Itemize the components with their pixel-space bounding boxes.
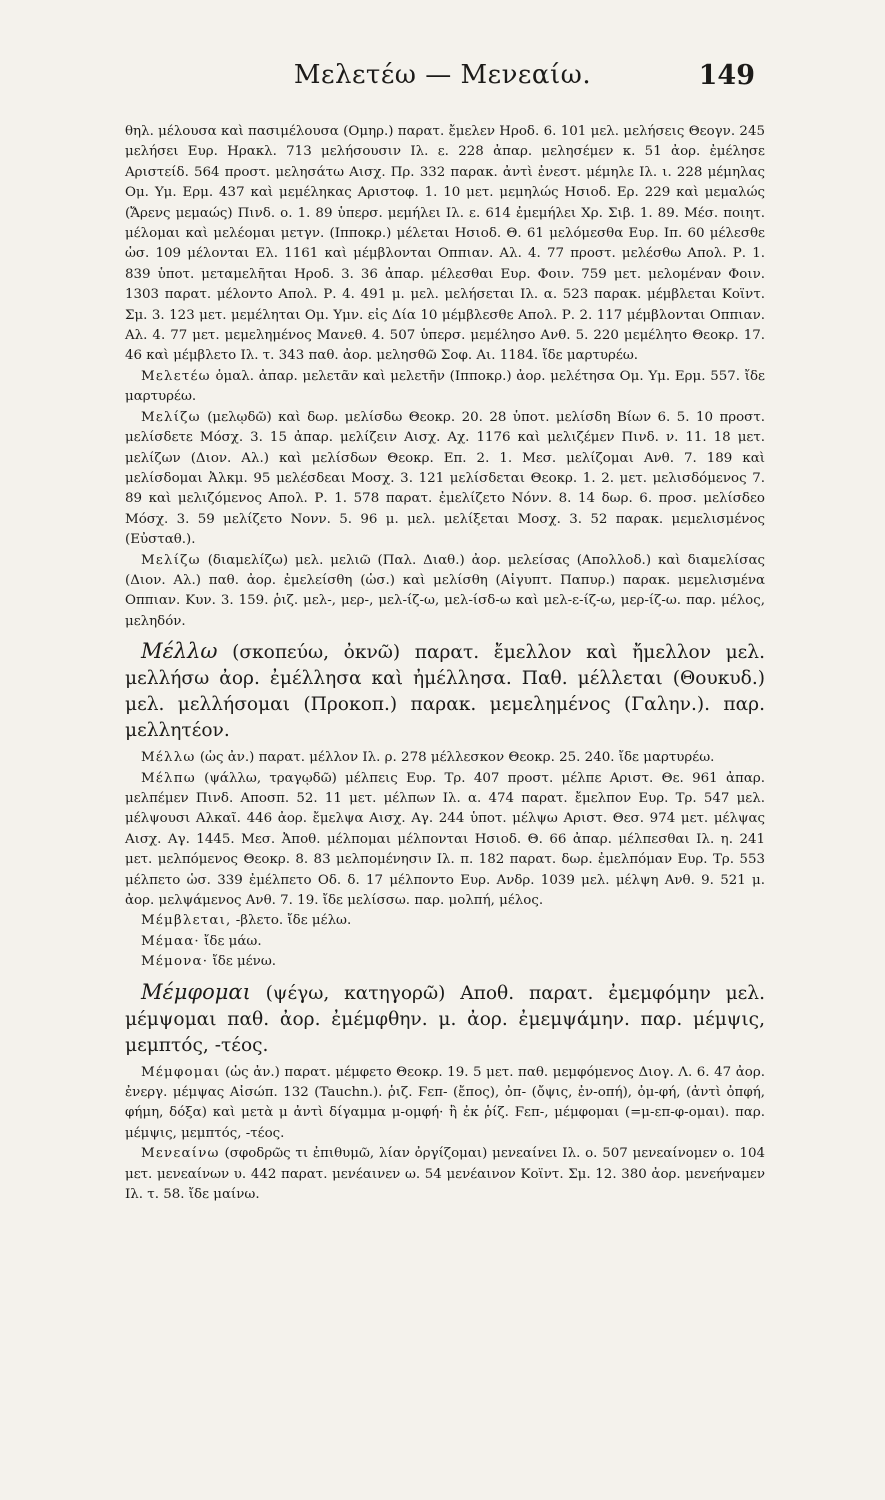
entry-lemma: Μενεαίνω — [141, 1146, 220, 1162]
dictionary-text — [125, 122, 765, 1205]
entry-lemma: Μελίζω — [141, 409, 201, 425]
entry-melpo — [125, 769, 765, 912]
entry-lemma: Μέμαα· — [141, 933, 200, 949]
entry-text: ἴδε μένω. — [212, 954, 276, 970]
entry-text: (ὡς ἀν.) παρατ. μέλλον Ιλ. ρ. 278 μέλλεσκον Θεοκρ. 25. 240. ἴδε μαρτυρέω. — [199, 750, 715, 766]
entry-memaa — [125, 932, 765, 952]
entry-lemma: Μέλλω — [141, 750, 196, 766]
entry-text: (σφοδρῶς τι ἐπιθυμῶ, λίαν ὀργίζομαι) μενεαίνει Ιλ. ο. 507 μενεαίνομεν ο. 104 μετ. μενεαίνων υ. 442 παρατ. μενέαινεν ω. 54 μενέαινον Κοϊντ. Σμ. 12. 380 ἀορ. μενεήναμεν Ιλ. τ. 58. ἴδε μαίνω. — [125, 1146, 766, 1203]
entry-lemma: Μέμονα· — [141, 954, 209, 970]
entry-text: (ὡς ἀν.) παρατ. μέμφετο Θεοκρ. 19. 5 μετ. παθ. μεμφόμενος Διογ. Λ. 6. 47 ἀορ. ἐνεργ. μέμψας Αἰσώπ. 132 (Tauchn.). ῥιζ. Ϝεπ- (ἔπος), ὀπ- (ὄψις, ἐν-οπή), ὀμ-φή, (ἀντὶ ὀπφή, φήμη, δόξα) καὶ μετὰ μ ἀντὶ δίγαμμα μ-ομφή· ἢ ἐκ ῥίζ. Ϝεπ-, μέμφομαι (=μ-επ-φ-ομαι). παρ. μέμψις, μεμπτός, -τέος. — [125, 1064, 765, 1141]
running-title: Μελετέω — Μενεαίω. — [293, 60, 592, 90]
entry-text: ὁμαλ. ἀπαρ. μελετᾶν καὶ μελετῆν (Ιπποκρ.) ἀορ. μελέτησα Ομ. Υμ. Ερμ. 557. ἴδε μαρτυρέω. — [125, 368, 765, 405]
entry-text: ἴδε μάω. — [204, 933, 262, 949]
entry-lemma: Μέμβλεται, — [141, 913, 232, 929]
entry-lemma: Μέλλω — [141, 639, 218, 664]
entry-mello-main — [125, 638, 765, 744]
entry-lemma: Μέλπω — [141, 770, 196, 786]
entry-text: θηλ. μέλουσα καὶ πασιμέλουσα (Ομηρ.) παρατ. ἔμελεν Ηροδ. 6. 101 μελ. μελήσεις Θεογν. 245 μελήσει Ευρ. Ηρακλ. 713 μελήσουσιν Ιλ. ε. 228 ἀπαρ. μελησέμεν κ. 51 ἀορ. ἐμέλησε Αριστείδ. 564 προστ. μελησάτω Αισχ. Πρ. 332 παρακ. ἀντὶ ἐνεστ. μέμηλε Ιλ. ι. 228 μέμηλας Ομ. Υμ. Ερμ. 437 καὶ μεμέληκας Αριστοφ. 1. 10 μετ. μεμηλώς Ησιοδ. Ερ. 229 καὶ μεμαλώς (Ἄρενς μεμαώς) Πινδ. ο. 1. 89 ὑπερσ. μεμήλει Ιλ. ε. 614 ἐμεμήλει Χρ. Σιβ. 1. 89. Μέσ. ποιητ. μέλομαι καὶ μελέομαι μετγν. (Ιπποκρ.) μέλεται Ησιοδ. Θ. 61 μελόμεσθα Ευρ. Ιπ. 60 μέλεσθε ὡσ. 109 μέλονται Ελ. 1161 καὶ μέμβλονται Οππιαν. Αλ. 4. 77 προστ. μελέσθω Απολ. Ρ. 1. 839 ὑποτ. μεταμελῆται Ηροδ. 3. 36 ἀπαρ. μέλεσθαι Ευρ. Φοιν. 759 μετ. μελομέναν Φοιν. 1303 παρατ. μέλοντο Απολ. Ρ. 4. 491 μ. μελ. μελήσεται Ιλ. α. 523 παρακ. μέμβλεται Κοϊντ. Σμ. 3. 123 μετ. μεμέληται Ομ. Υμν. εἰς Δία 10 μέμβλεσθε Απολ. Ρ. 2. 117 μέμβλονται Οππιαν. Αλ. 4. 77 μετ. μεμελημένος Μανεθ. 4. 507 ὑπερσ. μεμέλησο Ανθ. 5. 220 μεμέλητο Θεοκρ. 17. 46 καὶ μέμβλετο Ιλ. τ. 343 παθ. ἀορ. μελησθῶ Σοφ. Αι. 1184. ἴδε μαρτυρέω. — [125, 124, 765, 364]
entry-memphomai — [125, 1063, 765, 1145]
entry-melizo-1 — [125, 408, 765, 551]
entry-text: (σκοπεύω, ὀκνῶ) παρατ. ἔμελλον καὶ ἤμελλον μελ. μελλήσω ἀορ. ἐμέλλησα καὶ ἠμέλλησα. Παθ. μέλλεται (Θουκυδ.) μελ. μελλήσομαι (Προκοπ.) παρακ. μεμελημένος (Γαλην.). παρ. μελλητέον. — [125, 642, 765, 742]
entry-continuation — [125, 122, 765, 367]
entry-mello — [125, 748, 765, 768]
entry-melizo-2 — [125, 551, 765, 633]
entry-text: (διαμελίζω) μελ. μελιῶ (Παλ. Διαθ.) ἀορ. μελείσας (Απολλοδ.) καὶ διαμελίσας (Διον. Αλ.) παθ. ἀορ. ἐμελείσθη (ὡσ.) καὶ μελίσθη (Αἰγυπτ. Παπυρ.) παρακ. μεμελισμένα Οππιαν. Κυν. 3. 159. ῥιζ. μελ-, μερ-, μελ-ίζ-ω, μελ-ίσδ-ω καὶ μελ-ε-ίζ-ω, μερ-ίζ-ω. παρ. μέλος, μεληδόν. — [125, 552, 765, 629]
entry-text: (μελῳδῶ) καὶ δωρ. μελίσδω Θεοκρ. 20. 28 ὑποτ. μελίσδη Βίων 6. 5. 10 προστ. μελίσδετε Μόσχ. 3. 15 ἀπαρ. μελίζειν Αισχ. Αχ. 1176 καὶ μελιζέμεν Πινδ. ν. 11. 18 μετ. μελίζων (Διον. Αλ.) καὶ μελίσδων Θεοκρ. Επ. 2. 1. Μεσ. μελίζομαι Ανθ. 7. 189 καὶ μελίσδομαι Ἀλκμ. 95 μελέσδεαι Μοσχ. 3. 121 μελίσδεται Θεοκρ. 1. 2. μετ. μελισδόμενος 7. 89 καὶ μελιζόμενος Απολ. Ρ. 1. 578 παρατ. ἐμελίζετο Νόνν. 8. 14 δωρ. 6. προσ. μελίσδεο Μόσχ. 3. 59 μελίζετο Νονν. 5. 96 μ. μελ. μελίξεται Μοσχ. 3. 52 παρακ. μεμελισμένος (Εὐσταθ.). — [125, 409, 765, 548]
entry-text: (ψέγω, κατηγορῶ) Αποθ. παρατ. ἐμεμφόμην μελ. μέμψομαι παθ. ἀορ. ἐμέμφθην. μ. ἀορ. ἐμεμψάμην. παρ. μέμψις, μεμπτός, -τέος. — [125, 982, 765, 1056]
entry-meleteo — [125, 367, 765, 408]
entry-lemma: Μέμφομαι — [141, 979, 251, 1004]
entry-lemma: Μέμφομαι — [141, 1064, 221, 1080]
entry-memphomai-main — [125, 979, 765, 1059]
entry-text: (ψάλλω, τραγῳδῶ) μέλπεις Ευρ. Τρ. 407 προστ. μέλπε Αριστ. Θε. 961 ἀπαρ. μελπέμεν Πινδ. Αποσπ. 52. 11 μετ. μέλπων Ιλ. α. 474 παρατ. ἔμελπον Ευρ. Τρ. 547 μελ. μέλψουσι Αλκαῖ. 446 ἀορ. ἔμελψα Αισχ. Αγ. 244 ὑποτ. μέλψω Αριστ. Θεσ. 974 μετ. μέλψας Αισχ. Αγ. 1445. Μεσ. Ἀποθ. μέλπομαι μέλπονται Ησιοδ. Θ. 66 ἀπαρ. μέλπεσθαι Ιλ. η. 241 μετ. μελπόμενος Θεοκρ. 8. 83 μελπομένησιν Ιλ. π. 182 παρατ. δωρ. ἐμελπόμαν Ευρ. Τρ. 553 μέλπετο ὡσ. 339 ἐμέλπετο Οδ. δ. 17 μέλποντο Ευρ. Ανδρ. 1039 μελ. μέλψη Ανθ. 9. 521 μ. ἀορ. μελψάμενος Ανθ. 7. 19. ἴδε μελίσσω. παρ. μολπή, μέλος. — [125, 770, 765, 908]
entry-lemma: Μελετέω — [141, 368, 211, 384]
entry-lemma: Μελίζω — [141, 552, 201, 568]
entry-text: -βλετο. ἴδε μέλω. — [235, 913, 352, 929]
entry-membletai — [125, 911, 765, 931]
entry-memona — [125, 952, 765, 972]
page-number: 149 — [698, 60, 755, 91]
page-header — [0, 60, 885, 100]
entry-meneaino — [125, 1144, 765, 1205]
